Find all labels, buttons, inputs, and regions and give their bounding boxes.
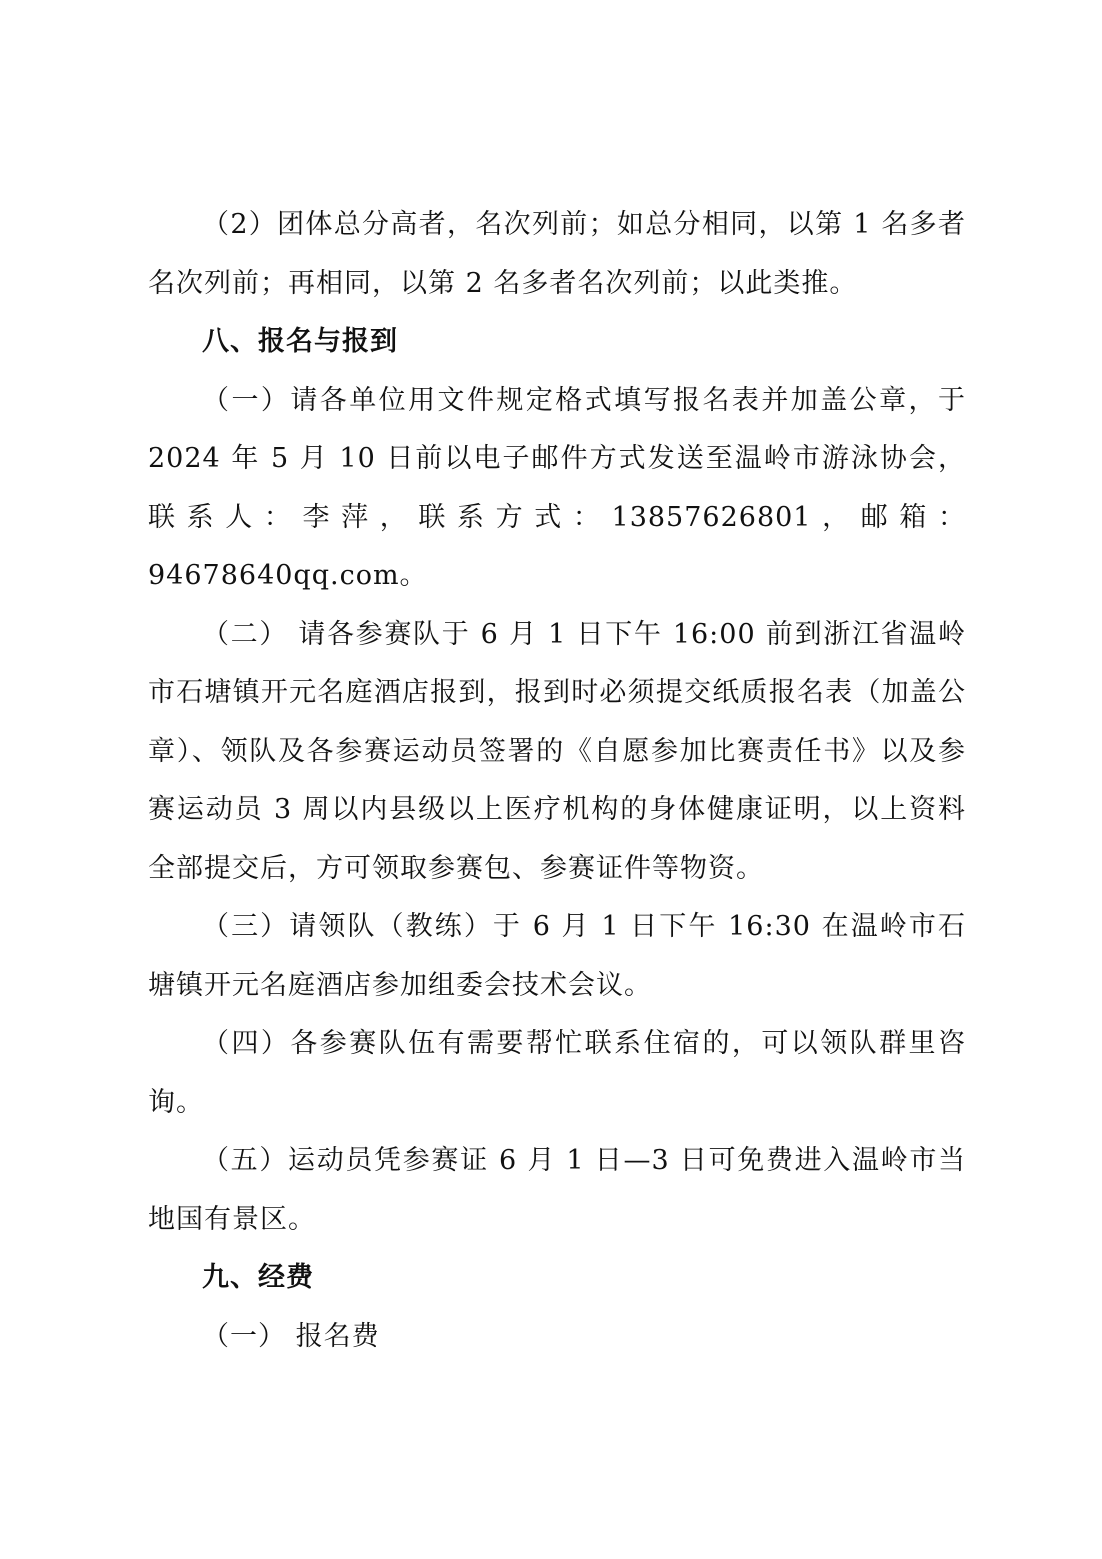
section-heading-registration: 八、报名与报到 [202,326,398,357]
section-heading-funding: 九、经费 [202,1262,314,1293]
paragraph-registration-form: （一）请各单位用文件规定格式填写报名表并加盖公章，于 2024 年 5 月 10 日前以电子邮件方式发送至温岭市游泳协会，联系人：李萍，联系方式：13857626801，邮箱：94678640qq.com。 [148,384,966,591]
paragraph-team-ranking-rule: （2）团体总分高者，名次列前；如总分相同，以第 1 名多者名次列前；再相同，以第 2 名多者名次列前；以此类推。 [148,209,966,299]
paragraph-check-in: （二） 请各参赛队于 6 月 1 日下午 16:00 前到浙江省温岭市石塘镇开元名庭酒店报到，报到时必须提交纸质报名表（加盖公章）、领队及各参赛运动员签署的《自愿参加比赛责任书》以及参赛运动员 3 周以内县级以上医疗机构的身体健康证明，以上资料全部提交后，方可领取参赛包、参赛证件等物资。 [148,618,966,884]
paragraph-scenic-access: （五）运动员凭参赛证 6 月 1 日—3 日可免费进入温岭市当地国有景区。 [148,1145,966,1235]
paragraph-accommodation: （四）各参赛队伍有需要帮忙联系住宿的，可以领队群里咨询。 [148,1028,966,1118]
document-body [148,196,966,1366]
paragraph-registration-fee: （一） 报名费 [202,1320,380,1352]
paragraph-technical-meeting: （三）请领队（教练）于 6 月 1 日下午 16:30 在温岭市石塘镇开元名庭酒店参加组委会技术会议。 [148,911,966,1001]
